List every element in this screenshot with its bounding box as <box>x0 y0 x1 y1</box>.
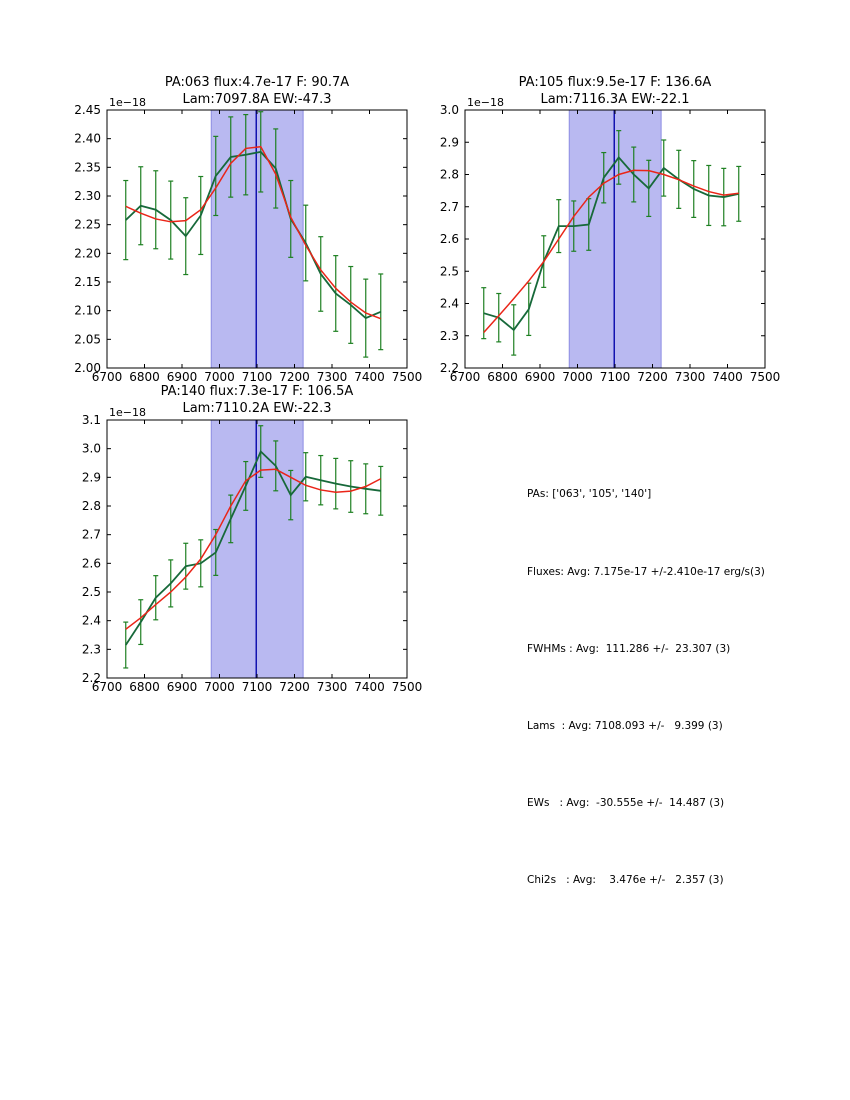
x-tick-label: 6800 <box>129 680 160 694</box>
stats-panel <box>527 431 765 945</box>
y-tick-label: 2.3 <box>439 328 459 343</box>
y-tick-label: 2.7 <box>81 527 101 542</box>
y-tick-label: 2.20 <box>74 246 101 261</box>
y-tick-label: 3.0 <box>81 441 101 456</box>
plot-pa063-title-line1: PA:063 flux:4.7e-17 F: 90.7A <box>164 75 350 90</box>
y-tick-label: 2.05 <box>74 332 101 347</box>
x-tick-label: 7400 <box>354 680 385 694</box>
y-tick-label: 3.0 <box>439 103 459 117</box>
x-tick-label: 7400 <box>354 370 385 384</box>
x-tick-label: 7200 <box>637 370 668 384</box>
selection-band <box>569 110 661 368</box>
y-tick-label: 2.4 <box>439 296 459 311</box>
stats-line-fwhms: FWHMs : Avg: 111.286 +/- 23.307 (3) <box>527 642 731 655</box>
x-tick-label: 6700 <box>91 680 123 694</box>
x-tick-label: 6900 <box>524 370 556 384</box>
plot-pa140-y-offset-label: 1e−18 <box>109 406 146 419</box>
y-tick-label: 2.40 <box>74 131 101 146</box>
selection-band <box>211 110 303 368</box>
y-tick-label: 2.15 <box>74 275 101 289</box>
x-tick-label: 7500 <box>391 370 423 384</box>
x-tick-label: 6900 <box>166 680 198 694</box>
x-tick-label: 7400 <box>712 370 743 384</box>
x-tick-label: 6900 <box>166 370 198 384</box>
plot-pa105-y-offset-label: 1e−18 <box>467 96 504 109</box>
plot-pa140-title-line1: PA:140 flux:7.3e-17 F: 106.5A <box>160 384 354 399</box>
plot-pa105 <box>440 103 780 384</box>
x-tick-label: 6700 <box>91 370 123 384</box>
plot-pa105-title-line1: PA:105 flux:9.5e-17 F: 136.6A <box>518 75 712 90</box>
y-tick-label: 2.5 <box>439 264 459 279</box>
plot-pa140 <box>82 413 422 694</box>
x-tick-label: 7300 <box>316 680 348 694</box>
x-tick-label: 7200 <box>279 370 310 384</box>
y-tick-label: 2.8 <box>81 499 101 513</box>
y-tick-label: 2.10 <box>74 303 101 318</box>
x-tick-label: 7300 <box>316 370 348 384</box>
plot-pa063-title-line2: Lam:7097.8A EW:-47.3 <box>182 92 332 107</box>
x-tick-label: 6800 <box>129 370 160 384</box>
x-tick-label: 7100 <box>599 370 631 384</box>
y-tick-label: 2.8 <box>439 167 459 182</box>
y-tick-label: 3.1 <box>81 413 101 427</box>
y-tick-label: 2.9 <box>81 470 101 485</box>
y-tick-label: 2.30 <box>74 189 101 203</box>
x-tick-label: 7000 <box>562 370 593 384</box>
x-tick-label: 6800 <box>487 370 518 384</box>
x-tick-label: 7200 <box>279 680 310 694</box>
plot-pa063 <box>74 103 422 384</box>
x-tick-label: 6700 <box>449 370 481 384</box>
x-tick-label: 7000 <box>204 680 235 694</box>
y-tick-label: 2.25 <box>74 217 101 232</box>
x-tick-label: 7000 <box>204 370 235 384</box>
y-tick-label: 2.2 <box>439 361 459 375</box>
stats-line-pas: PAs: ['063', '105', '140'] <box>527 488 652 501</box>
y-tick-label: 2.2 <box>81 671 101 685</box>
y-tick-label: 2.5 <box>81 585 101 599</box>
y-tick-label: 2.6 <box>439 232 459 246</box>
y-tick-label: 2.6 <box>81 556 101 571</box>
stats-line-ews: EWs : Avg: -30.555e +/- 14.487 (3) <box>527 796 725 809</box>
plot-pa105-title-line2: Lam:7116.3A EW:-22.1 <box>540 92 690 107</box>
stats-line-fluxes: Fluxes: Avg: 7.175e-17 +/-2.410e-17 erg/s(3) <box>527 565 765 578</box>
plot-pa140-title-line2: Lam:7110.2A EW:-22.3 <box>182 401 332 416</box>
x-tick-label: 7500 <box>749 370 781 384</box>
y-tick-label: 2.3 <box>81 642 101 657</box>
y-tick-label: 2.00 <box>74 361 101 375</box>
x-tick-label: 7100 <box>241 370 273 384</box>
y-tick-label: 2.9 <box>439 135 459 150</box>
stats-line-lams: Lams : Avg: 7108.093 +/- 9.399 (3) <box>527 719 723 732</box>
x-tick-label: 7500 <box>391 680 423 694</box>
y-tick-label: 2.35 <box>74 160 101 175</box>
y-tick-label: 2.7 <box>439 199 459 214</box>
y-tick-label: 2.45 <box>74 103 101 117</box>
stats-line-chi2s: Chi2s : Avg: 3.476e +/- 2.357 (3) <box>527 873 724 886</box>
x-tick-label: 7100 <box>241 680 273 694</box>
y-tick-label: 2.4 <box>81 613 101 628</box>
x-tick-label: 7300 <box>674 370 706 384</box>
plot-pa063-y-offset-label: 1e−18 <box>109 96 146 109</box>
